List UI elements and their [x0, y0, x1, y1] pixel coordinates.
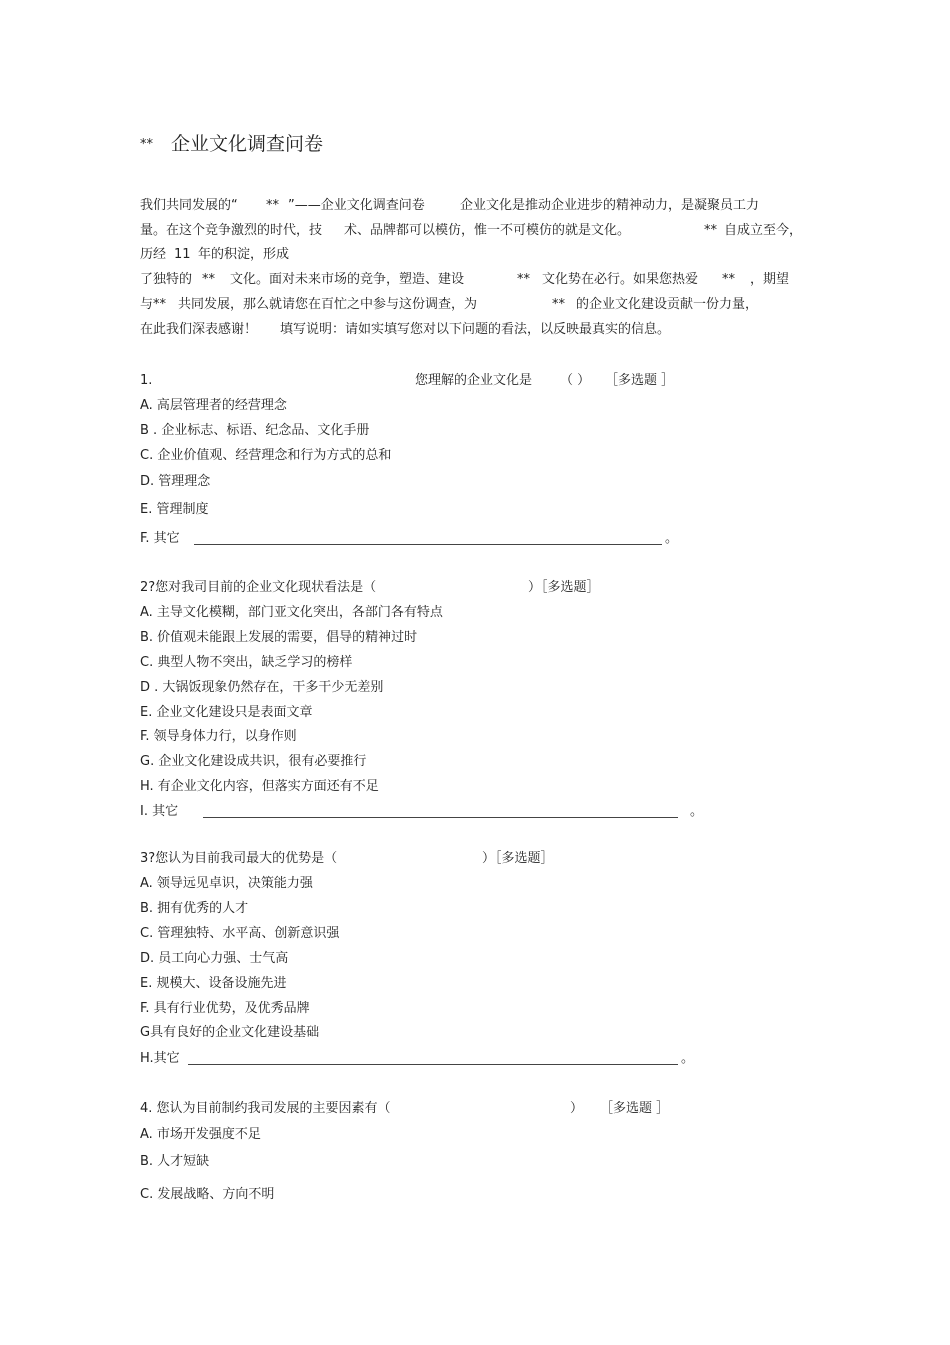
intro-text: ** [552, 297, 565, 312]
option-e: E. 规模大、设备设施先进 [140, 976, 287, 991]
option-f: F. 具有行业优势，及优秀品牌 [140, 1001, 310, 1016]
option-e: E. 企业文化建设只是表面文章 [140, 705, 313, 720]
option-f: F. 其它 [140, 531, 180, 546]
other-blank[interactable] [203, 817, 678, 818]
option-b: B. 价值观未能跟上发展的需要，倡导的精神过时 [140, 630, 418, 645]
option-i: I. 其它 [140, 804, 179, 819]
option-c: C. 管理独特、水平高、创新意识强 [140, 926, 340, 941]
option-e: E. 管理制度 [140, 502, 209, 517]
option-b: B . 企业标志、标语、纪念品、文化手册 [140, 423, 370, 438]
answer-paren: ） [570, 1101, 584, 1116]
intro-text: 的企业文化建设贡献一份力量， [576, 297, 759, 312]
intro-text: 共同发展，那么就请您在百忙之中参与这份调查，为 [178, 297, 478, 312]
option-a: A. 主导文化模糊，部门亚文化突出，各部门各有特点 [140, 605, 443, 620]
intro-text: ** [202, 272, 215, 287]
option-h: H. 有企业文化内容，但落实方面还有不足 [140, 779, 379, 794]
option-a: A. 高层管理者的经营理念 [140, 398, 287, 413]
answer-paren: （ ） [560, 373, 591, 388]
intro-text: 在此我们深表感谢！ [140, 322, 258, 337]
intro-text: 与** [140, 297, 167, 312]
option-c: C. 企业价值观、经营理念和行为方式的总和 [140, 448, 392, 463]
intro-text: 我们共同发展的“ [140, 198, 238, 213]
intro-text: ** [266, 198, 279, 213]
question-stem: 2?您对我司目前的企业文化现状看法是（ [140, 580, 377, 595]
intro-text: 自成立至今， [724, 223, 803, 238]
option-g: G具有良好的企业文化建设基础 [140, 1025, 320, 1040]
intro-text: 量。在这个竞争激烈的时代，技 [140, 223, 323, 238]
intro-text: ** [517, 272, 530, 287]
intro-text: ，期望 [750, 272, 790, 287]
other-blank[interactable] [188, 1064, 678, 1065]
title-text: 企业文化调查问卷 [171, 133, 324, 155]
multi-select-tag: ［多选题 ］ [605, 373, 675, 388]
option-d: D . 大锅饭现象仍然存在，干多干少无差别 [140, 680, 384, 695]
multi-select-tag: ［多选题 ］ [600, 1101, 670, 1116]
other-blank[interactable] [194, 544, 662, 545]
intro-text: 文化。面对未来市场的竞争，塑造、建设 [230, 272, 465, 287]
multi-select-tag: ）［多选题］ [528, 580, 600, 595]
question-stem: 4. 您认为目前制约我司发展的主要因素有（ [140, 1101, 391, 1116]
option-a: A. 领导远见卓识，决策能力强 [140, 876, 313, 891]
intro-text: 填写说明：请如实填写您对以下问题的看法，以反映最真实的信息。 [280, 322, 671, 337]
option-b: B. 拥有优秀的人才 [140, 901, 249, 916]
intro-text: 了独特的 [140, 272, 193, 287]
intro-text: 历经 [140, 247, 167, 262]
intro-text: ”——企业文化调查问卷 [288, 198, 425, 213]
end-mark: 。 [681, 1051, 695, 1066]
intro-text: ** [722, 272, 735, 287]
option-d: D. 管理理念 [140, 474, 211, 489]
option-c: C. 发展战略、方向不明 [140, 1187, 275, 1202]
multi-select-tag: ）［多选题］ [482, 851, 554, 866]
question-stem: 您理解的企业文化是 [415, 373, 533, 388]
intro-text: 文化势在必行。如果您热爱 [542, 272, 699, 287]
option-c: C. 典型人物不突出，缺乏学习的榜样 [140, 655, 353, 670]
title-stars: ** [140, 137, 153, 152]
option-b: B. 人才短缺 [140, 1154, 210, 1169]
option-d: D. 员工向心力强、士气高 [140, 951, 289, 966]
intro-text: 术、品牌都可以模仿，惟一不可模仿的就是文化。 [344, 223, 631, 238]
question-number: 1. [140, 373, 153, 388]
option-a: A. 市场开发强度不足 [140, 1127, 261, 1142]
end-mark: 。 [690, 804, 704, 819]
intro-text: 年的积淀，形成 [198, 247, 290, 262]
end-mark: 。 [665, 531, 679, 546]
intro-text: 11 [174, 247, 191, 262]
intro-text: 企业文化是推动企业进步的精神动力，是凝聚员工力 [460, 198, 760, 213]
option-h: H.其它 [140, 1051, 180, 1066]
option-f: F. 领导身体力行，以身作则 [140, 729, 297, 744]
intro-text: ** [704, 223, 717, 238]
page-title [140, 132, 323, 157]
question-stem: 3?您认为目前我司最大的优势是（ [140, 851, 338, 866]
option-g: G. 企业文化建设成共识，很有必要推行 [140, 754, 367, 769]
